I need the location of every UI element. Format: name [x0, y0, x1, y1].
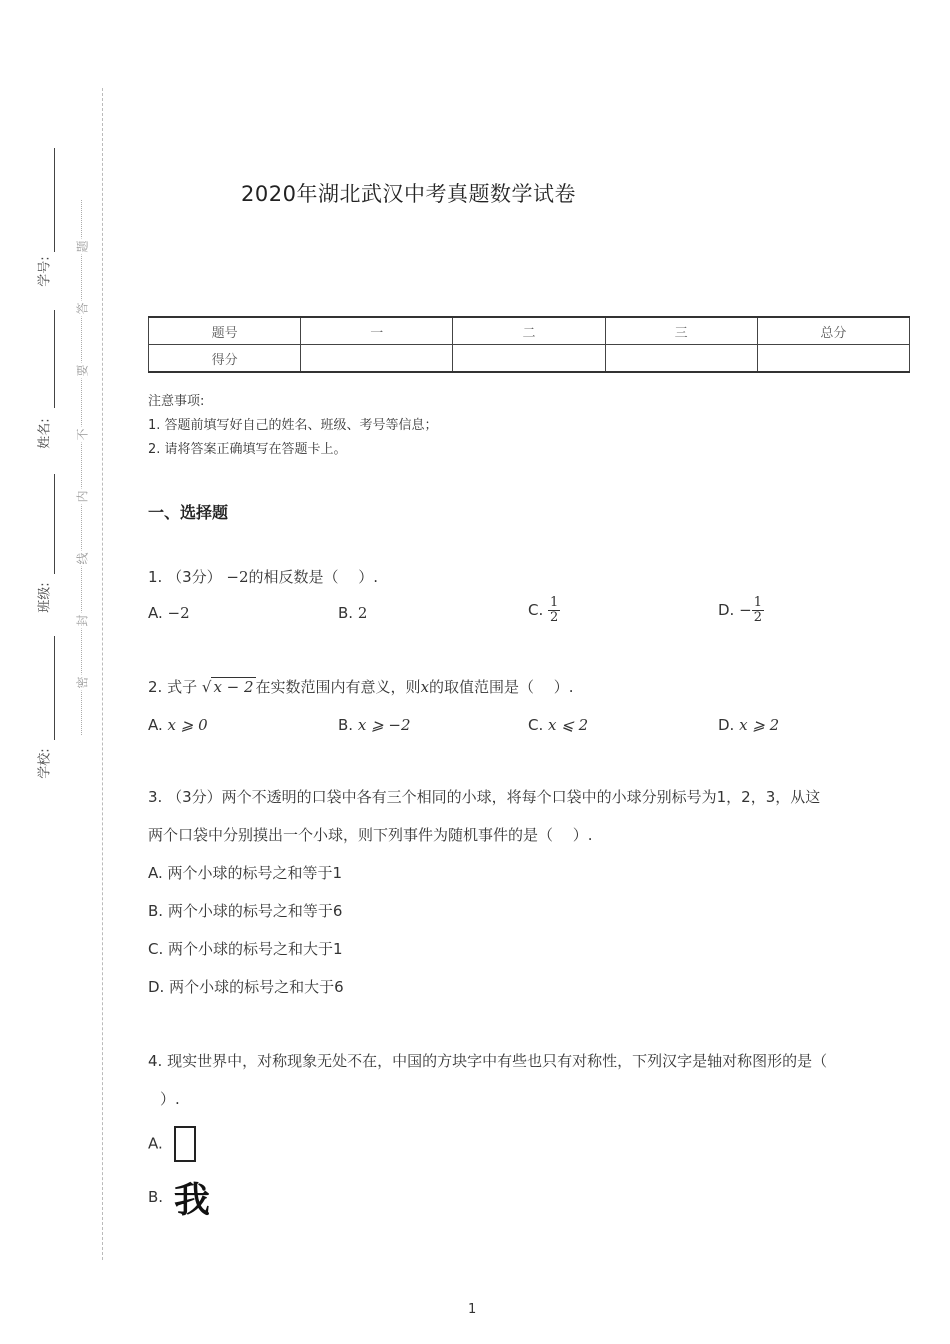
q3-option-a[interactable]: A. 两个小球的标号之和等于1	[148, 864, 343, 882]
exam-title: 2020年湖北武汉中考真题数学试卷	[241, 182, 576, 206]
seal-char: 密	[75, 676, 90, 689]
q1-suffix: 的相反数是（ ）.	[248, 568, 379, 586]
option-label: A.	[148, 1134, 163, 1153]
q1-option-a[interactable]	[148, 604, 190, 622]
question-4-line-1: 4. 现实世界中，对称现象无处不在，中国的方块字中有些也只有对称性，下列汉字是轴对称图形的是（	[148, 1052, 828, 1070]
q3-option-c[interactable]: C. 两个小球的标号之和大于1	[148, 940, 343, 958]
radical-sign-icon: √	[201, 678, 212, 696]
option-character: 我	[173, 1180, 210, 1221]
q4-option-b[interactable]	[148, 1172, 210, 1223]
score-header-cell: 一	[301, 317, 453, 345]
q2-option-b[interactable]	[338, 716, 411, 734]
denominator: 2	[550, 610, 559, 625]
fraction	[548, 596, 560, 625]
section-heading: 一、选择题	[148, 503, 229, 522]
seal-char: 题	[75, 240, 90, 253]
seal-char: 内	[75, 490, 90, 503]
q1-prefix: 1. （3分）	[148, 568, 222, 586]
score-cell	[301, 345, 453, 373]
square-root	[202, 668, 256, 706]
notes-item: 1. 答题前填写好自己的姓名、班级、考号等信息；	[148, 418, 438, 433]
option-label: C.	[528, 716, 544, 734]
q4-option-a[interactable]	[148, 1126, 196, 1162]
option-value: 2	[357, 604, 368, 622]
q2-prefix: 2. 式子	[148, 678, 198, 696]
score-table	[148, 316, 910, 373]
option-value: x ⩾ 2	[739, 716, 780, 734]
option-label: A.	[148, 604, 163, 622]
binding-dashed-line	[102, 88, 103, 1260]
missing-glyph-box-icon	[174, 1126, 196, 1162]
option-value: x ⩽ 2	[548, 716, 589, 734]
option-value: x ⩾ −2	[357, 716, 411, 734]
numerator: 1	[753, 595, 762, 610]
minus-sign: −	[739, 601, 752, 619]
score-row-label: 得分	[149, 345, 301, 373]
question-1	[148, 558, 378, 596]
denominator: 2	[753, 610, 762, 625]
q1-expression: −2	[226, 568, 249, 586]
seal-char: 答	[75, 302, 90, 315]
score-cell	[605, 345, 757, 373]
score-header-cell: 二	[453, 317, 605, 345]
notes-item: 2. 请将答案正确填写在答题卡上。	[148, 442, 347, 457]
option-label: B.	[148, 1188, 164, 1206]
option-label: D.	[718, 716, 735, 734]
seal-dotted-line	[81, 200, 82, 735]
q2-suffix: 的取值范围是（ ）.	[429, 678, 574, 696]
name-label: 姓名:	[37, 418, 53, 449]
q1-option-c[interactable]	[528, 596, 560, 625]
class-line	[54, 474, 55, 574]
seal-char: 不	[75, 428, 90, 441]
page-number: 1	[468, 1302, 477, 1317]
notes-heading: 注意事项:	[148, 394, 205, 409]
student-id-label: 学号:	[37, 256, 53, 287]
score-header-cell: 总分	[757, 317, 909, 345]
option-value: x ⩾ 0	[167, 716, 208, 734]
option-label: B.	[338, 604, 354, 622]
q2-middle: 在实数范围内有意义，则	[255, 678, 421, 696]
q2-variable: x	[420, 678, 430, 696]
option-label: D.	[718, 601, 735, 619]
option-label: C.	[528, 601, 544, 619]
q2-option-d[interactable]	[718, 716, 779, 734]
seal-char: 封	[75, 614, 90, 627]
seal-char: 线	[75, 552, 90, 565]
score-cell	[453, 345, 605, 373]
option-value: −2	[167, 604, 190, 622]
score-cell	[757, 345, 909, 373]
q2-option-c[interactable]	[528, 716, 588, 734]
radicand: x − 2	[213, 678, 254, 696]
question-4-line-2: ）.	[160, 1090, 180, 1108]
seal-char: 要	[75, 364, 90, 377]
q1-option-d[interactable]	[718, 596, 764, 625]
class-label: 班级:	[37, 582, 53, 613]
fraction	[752, 596, 764, 625]
student-id-line	[54, 148, 55, 252]
school-line	[54, 636, 55, 740]
name-line	[54, 310, 55, 408]
question-2	[148, 668, 574, 706]
question-3-line-1: 3. （3分）两个不透明的口袋中各有三个相同的小球，将每个口袋中的小球分别标号为1，2，3，从这	[148, 788, 821, 806]
option-label: B.	[338, 716, 354, 734]
question-3-line-2: 两个口袋中分别摸出一个小球，则下列事件为随机事件的是（ ）.	[148, 826, 593, 844]
numerator: 1	[550, 595, 559, 610]
school-label: 学校:	[37, 748, 53, 779]
q2-option-a[interactable]	[148, 716, 208, 734]
q3-option-d[interactable]: D. 两个小球的标号之和大于6	[148, 978, 344, 996]
option-label: A.	[148, 716, 163, 734]
q1-option-b[interactable]	[338, 604, 367, 622]
q3-option-b[interactable]: B. 两个小球的标号之和等于6	[148, 902, 343, 920]
score-header-cell: 题号	[149, 317, 301, 345]
score-header-cell: 三	[605, 317, 757, 345]
notes-block	[148, 390, 438, 462]
